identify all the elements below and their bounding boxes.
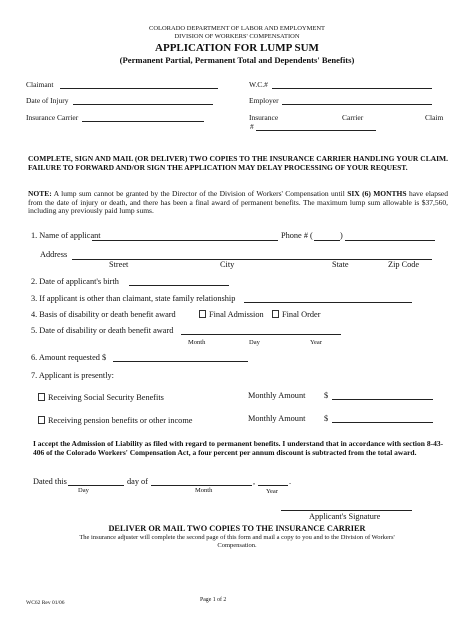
acceptance-statement: I accept the Admission of Liability as filed with regard to permanent benefits. I understand that in accordance with section 8-43-406 of the Colorado Workers' Compensation Act, a four percent per annum discount is subtracted from the total award. — [33, 439, 444, 457]
note-paragraph — [28, 190, 448, 216]
state-label: State — [332, 260, 349, 269]
ss-dollar-sign: $ — [324, 391, 329, 400]
social-security-option[interactable] — [38, 393, 164, 402]
q4-basis-label: 4. Basis of disability or death benefit award — [31, 310, 176, 319]
final-admission-option[interactable] — [199, 310, 264, 319]
claim-number-hash: # — [250, 122, 254, 131]
adjuster-note-line-2: Compensation. — [217, 542, 257, 549]
instruction-text: COMPLETE, SIGN AND MAIL (OR DELIVER) TWO COPIES TO THE INSURANCE CARRIER HANDLING YOUR CLAIM. FAILURE TO FORWARD AND/OR SIGN THE APPLICATION MAY DELAY PROCESSING OF YOUR REQUEST. — [28, 154, 448, 172]
division-name: DIVISION OF WORKERS' COMPENSATION — [174, 33, 300, 40]
date-of-injury-field[interactable] — [73, 104, 213, 105]
relationship-field[interactable] — [244, 302, 412, 303]
final-admission-checkbox[interactable] — [199, 310, 206, 318]
signature-label: Applicant's Signature — [309, 512, 381, 521]
award-day-label: Day — [249, 339, 260, 346]
social-security-checkbox[interactable] — [38, 393, 45, 401]
phone-number-field[interactable] — [345, 240, 435, 241]
claimant-label: Claimant — [26, 80, 54, 89]
q5-award-date-label: 5. Date of disability or death benefit award — [31, 326, 174, 335]
ss-monthly-amount-field[interactable] — [332, 399, 433, 400]
dated-month-label: Month — [195, 487, 213, 494]
note-text-2: have elapsed from the date of injury or death, and there has been a final award of permanent benefits. The maximum lump sum allowable is $37,560, including any previously paid lump sums. — [28, 189, 448, 216]
pension-checkbox[interactable] — [38, 416, 45, 424]
page-number: Page 1 of 2 — [200, 597, 227, 603]
birth-date-field[interactable] — [129, 285, 229, 286]
note-six-months: SIX (6) MONTHS — [347, 189, 407, 198]
award-month-label: Month — [188, 339, 206, 346]
city-label: City — [220, 260, 235, 269]
carrier-claim-number-field[interactable] — [256, 130, 376, 131]
q2-birth-label: 2. Date of applicant's birth — [31, 277, 119, 286]
carrier-label: Carrier — [342, 113, 364, 122]
form-subtitle: (Permanent Partial, Permanent Total and Dependents' Benefits) — [119, 55, 355, 65]
final-order-checkbox[interactable] — [272, 310, 279, 318]
agency-name: COLORADO DEPARTMENT OF LABOR AND EMPLOYMENT — [148, 25, 326, 32]
q1-name-label: 1. Name of applicant — [31, 231, 101, 240]
wc-number-field[interactable] — [272, 88, 432, 89]
employer-label: Employer — [249, 96, 279, 105]
pension-monthly-amount-label: Monthly Amount — [248, 414, 306, 423]
phone-close-paren: ) — [340, 231, 343, 240]
claim-label: Claim — [425, 113, 444, 122]
day-of-label: day of — [127, 477, 148, 486]
pension-dollar-sign: $ — [324, 414, 329, 423]
final-order-option[interactable] — [272, 310, 320, 319]
dated-day-field[interactable] — [68, 485, 124, 486]
adjuster-note-line-1: The insurance adjuster will complete the second page of this form and mail a copy to you and to the Division of Workers' — [79, 534, 395, 541]
signature-field[interactable] — [281, 510, 412, 511]
dated-comma: , — [253, 477, 256, 486]
deliver-instruction: DELIVER OR MAIL TWO COPIES TO THE INSURANCE CARRIER — [108, 524, 366, 533]
dated-year-field[interactable] — [258, 485, 288, 486]
dated-year-label: Year — [266, 488, 278, 495]
form-title: APPLICATION FOR LUMP SUM — [155, 42, 319, 54]
note-label: NOTE: — [28, 189, 52, 198]
final-admission-label: Final Admission — [209, 310, 264, 319]
street-label: Street — [109, 260, 129, 269]
award-year-label: Year — [310, 339, 322, 346]
employer-field[interactable] — [282, 104, 432, 105]
form-id: WC62 Rev 01/06 — [26, 600, 65, 606]
address-label: Address — [40, 250, 68, 259]
pension-option[interactable] — [38, 416, 192, 425]
dated-day-label: Day — [78, 487, 89, 494]
claimant-field[interactable] — [60, 88, 218, 89]
final-order-label: Final Order — [282, 310, 321, 319]
ss-monthly-amount-label: Monthly Amount — [248, 391, 306, 400]
amount-requested-field[interactable] — [113, 361, 248, 362]
phone-label: Phone # ( — [281, 231, 313, 240]
social-security-label: Receiving Social Security Benefits — [48, 393, 164, 402]
insurance-carrier-label: Insurance Carrier — [26, 113, 79, 122]
area-code-field[interactable] — [314, 240, 340, 241]
q3-relationship-label: 3. If applicant is other than claimant, state family relationship — [31, 294, 236, 303]
date-of-injury-label: Date of Injury — [26, 96, 69, 105]
pension-label: Receiving pension benefits or other income — [48, 416, 193, 425]
dated-period: . — [289, 477, 292, 486]
q7-presently-label: 7. Applicant is presently: — [31, 371, 114, 380]
insurance-label: Insurance — [249, 113, 279, 122]
zip-label: Zip Code — [388, 260, 420, 269]
pension-monthly-amount-field[interactable] — [332, 422, 433, 423]
wc-number-label: W.C.# — [249, 80, 268, 89]
insurance-carrier-field[interactable] — [82, 121, 204, 122]
note-text-1: A lump sum cannot be granted by the Director of the Division of Workers' Compensation until — [51, 189, 348, 198]
q6-amount-label: 6. Amount requested $ — [31, 353, 107, 362]
award-date-field[interactable] — [181, 334, 341, 335]
dated-this-label: Dated this — [33, 477, 67, 486]
applicant-name-field[interactable] — [92, 240, 278, 241]
dated-month-field[interactable] — [151, 485, 252, 486]
